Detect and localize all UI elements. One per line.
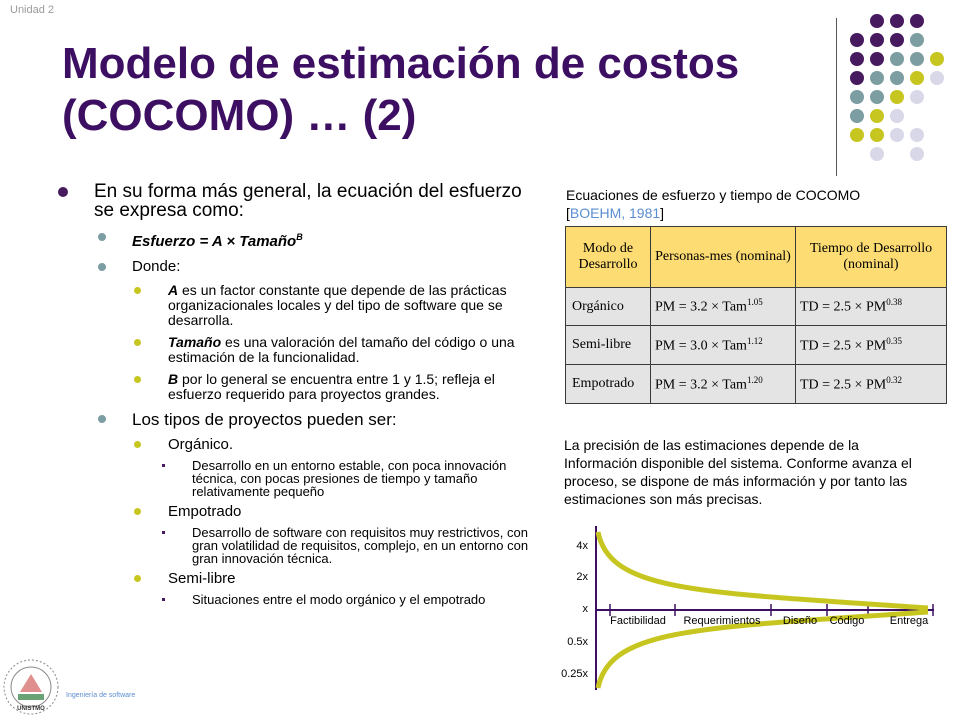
seal-text: UNISTMO <box>17 706 45 712</box>
bullet-intro: En su forma más general, la ecuación del esfuerzo se expresa como: <box>56 182 536 220</box>
y-label-x: x <box>582 603 588 615</box>
y-label-0.5x: 0.5x <box>567 636 588 648</box>
pm-cell <box>651 365 796 404</box>
td-exponent: 0.38 <box>886 297 902 308</box>
def-text: por lo general se encuentra entre 1 y 1.5; refleja el esfuerzo requerido para proyectos grandes. <box>168 371 495 402</box>
pm-exponent: 1.20 <box>746 374 763 385</box>
decorative-dot <box>910 147 924 161</box>
decorative-dot <box>870 71 884 85</box>
td-cell <box>796 326 947 365</box>
bullet-formula <box>56 229 536 250</box>
def-term: B <box>168 371 179 387</box>
decorative-dot <box>910 33 924 47</box>
column-header: Modo de Desarrollo <box>566 227 651 288</box>
decorative-dot <box>910 90 924 104</box>
type-empotrado-desc: Desarrollo de software con requisitos muy restrictivos, con gran volatilidad de requisitos, complejo, en un entorno con gran innovación técnica. <box>56 526 536 565</box>
column-header: Personas-mes (nominal) <box>651 227 796 288</box>
decorative-dot <box>890 14 904 28</box>
td-exponent: 0.35 <box>886 335 902 346</box>
decorative-dot <box>930 52 944 66</box>
decorative-dot <box>890 90 904 104</box>
estimation-funnel-diagram <box>548 522 938 694</box>
mode-cell: Semi-libre <box>566 326 651 365</box>
decorative-dot <box>910 14 924 28</box>
decorative-dot <box>850 128 864 142</box>
footer-course-name: Ingeniería de software <box>66 692 136 699</box>
td-cell <box>796 287 947 326</box>
decorative-dot <box>850 109 864 123</box>
decorative-dot <box>870 14 884 28</box>
decorative-dot <box>850 33 864 47</box>
formula-exponent: B <box>296 232 303 242</box>
cocomo-table <box>565 226 947 404</box>
def-text: es una valoración del tamaño del código o una estimación de la funcionalidad. <box>168 334 515 365</box>
bullet-types-intro: Los tipos de proyectos pueden ser: <box>56 411 536 429</box>
decorative-dot <box>890 128 904 142</box>
decorative-dot <box>850 90 864 104</box>
table-caption-text: Ecuaciones de esfuerzo y tiempo de COCOMO <box>566 187 861 203</box>
td-formula: TD = 2.5 × PM <box>800 377 887 393</box>
bullet-donde: Donde: <box>56 259 536 275</box>
pm-cell <box>651 326 796 365</box>
bullet-type-organico: Orgánico. <box>56 437 536 452</box>
pm-formula: PM = 3.0 × Tam <box>655 338 747 354</box>
precision-note: La precisión de las estimaciones depende de la Información disponible del sistema. Conforme avanza el proceso, se dispone de más información y por tanto las estimaciones son más precisas. <box>564 437 912 507</box>
x-label-requerimientos: Requerimientos <box>683 615 761 627</box>
decorative-dot-grid <box>0 0 960 170</box>
decorative-dot <box>910 71 924 85</box>
decorative-dot <box>910 52 924 66</box>
x-label-diseno: Diseño <box>782 615 818 627</box>
table-reference-link[interactable]: BOEHM, 1981 <box>569 205 661 221</box>
decorative-dot <box>870 33 884 47</box>
decorative-dot <box>870 128 884 142</box>
x-label-codigo: Código <box>829 615 865 627</box>
y-label-4x: 4x <box>576 540 588 552</box>
decorative-dot <box>890 33 904 47</box>
x-label-factibilidad: Factibilidad <box>610 615 666 627</box>
university-seal-logo <box>0 654 62 720</box>
mode-cell: Orgánico <box>566 287 651 326</box>
table-caption: Ecuaciones de esfuerzo y tiempo de COCOMO [BOEHM, 1981] <box>566 187 861 221</box>
bullet-type-semilibre: Semi-libre <box>56 571 536 586</box>
pm-exponent: 1.05 <box>746 297 763 308</box>
bullet-type-empotrado: Empotrado <box>56 504 536 519</box>
upper-curve <box>598 532 928 608</box>
bullet-def-tamano <box>56 335 536 365</box>
decorative-dot <box>910 128 924 142</box>
decorative-dot <box>890 52 904 66</box>
table-row <box>566 326 947 365</box>
bullet-def-a <box>56 283 536 328</box>
pm-formula: PM = 3.2 × Tam <box>655 299 747 315</box>
bullet-def-b <box>56 372 536 402</box>
decorative-dot <box>870 90 884 104</box>
column-header: Tiempo de Desarrollo (nominal) <box>796 227 947 288</box>
formula-text: Esfuerzo = A × Tamaño <box>132 233 297 250</box>
pm-exponent: 1.12 <box>746 335 763 346</box>
bullet-list <box>56 182 536 612</box>
y-label-0.25x: 0.25x <box>561 668 588 680</box>
table-row <box>566 287 947 326</box>
pm-cell <box>651 287 796 326</box>
y-label-2x: 2x <box>576 571 588 583</box>
decorative-dot <box>850 71 864 85</box>
type-semilibre-desc: Situaciones entre el modo orgánico y el empotrado <box>56 593 536 606</box>
title-line-1: Modelo de estimación de costos <box>62 39 740 88</box>
decorative-dot <box>850 52 864 66</box>
unit-label: Unidad 2 <box>10 4 55 16</box>
td-formula: TD = 2.5 × PM <box>800 299 887 315</box>
mode-cell: Empotrado <box>566 365 651 404</box>
decorative-dot <box>890 109 904 123</box>
title-line-2: (COCOMO) … (2) <box>62 91 417 140</box>
def-term: A <box>168 282 179 298</box>
decorative-dot <box>870 147 884 161</box>
def-term: Tamaño <box>168 334 222 350</box>
type-organico-desc: Desarrollo en un entorno estable, con poca innovación técnica, con pocas presiones de tiempo y tamaño relativamente pequeño <box>56 459 536 498</box>
decorative-dot <box>890 71 904 85</box>
td-formula: TD = 2.5 × PM <box>800 338 887 354</box>
decorative-dot <box>930 71 944 85</box>
td-exponent: 0.32 <box>886 374 902 385</box>
table-header-row <box>566 227 947 288</box>
table-row <box>566 365 947 404</box>
td-cell <box>796 365 947 404</box>
decorative-dot <box>870 52 884 66</box>
decorative-dot <box>870 109 884 123</box>
def-text: es un factor constante que depende de las prácticas organizacionales locales y del tipo de software que se desarrolla. <box>168 282 507 328</box>
x-label-entrega: Entrega <box>889 615 929 627</box>
pm-formula: PM = 3.2 × Tam <box>655 377 747 393</box>
